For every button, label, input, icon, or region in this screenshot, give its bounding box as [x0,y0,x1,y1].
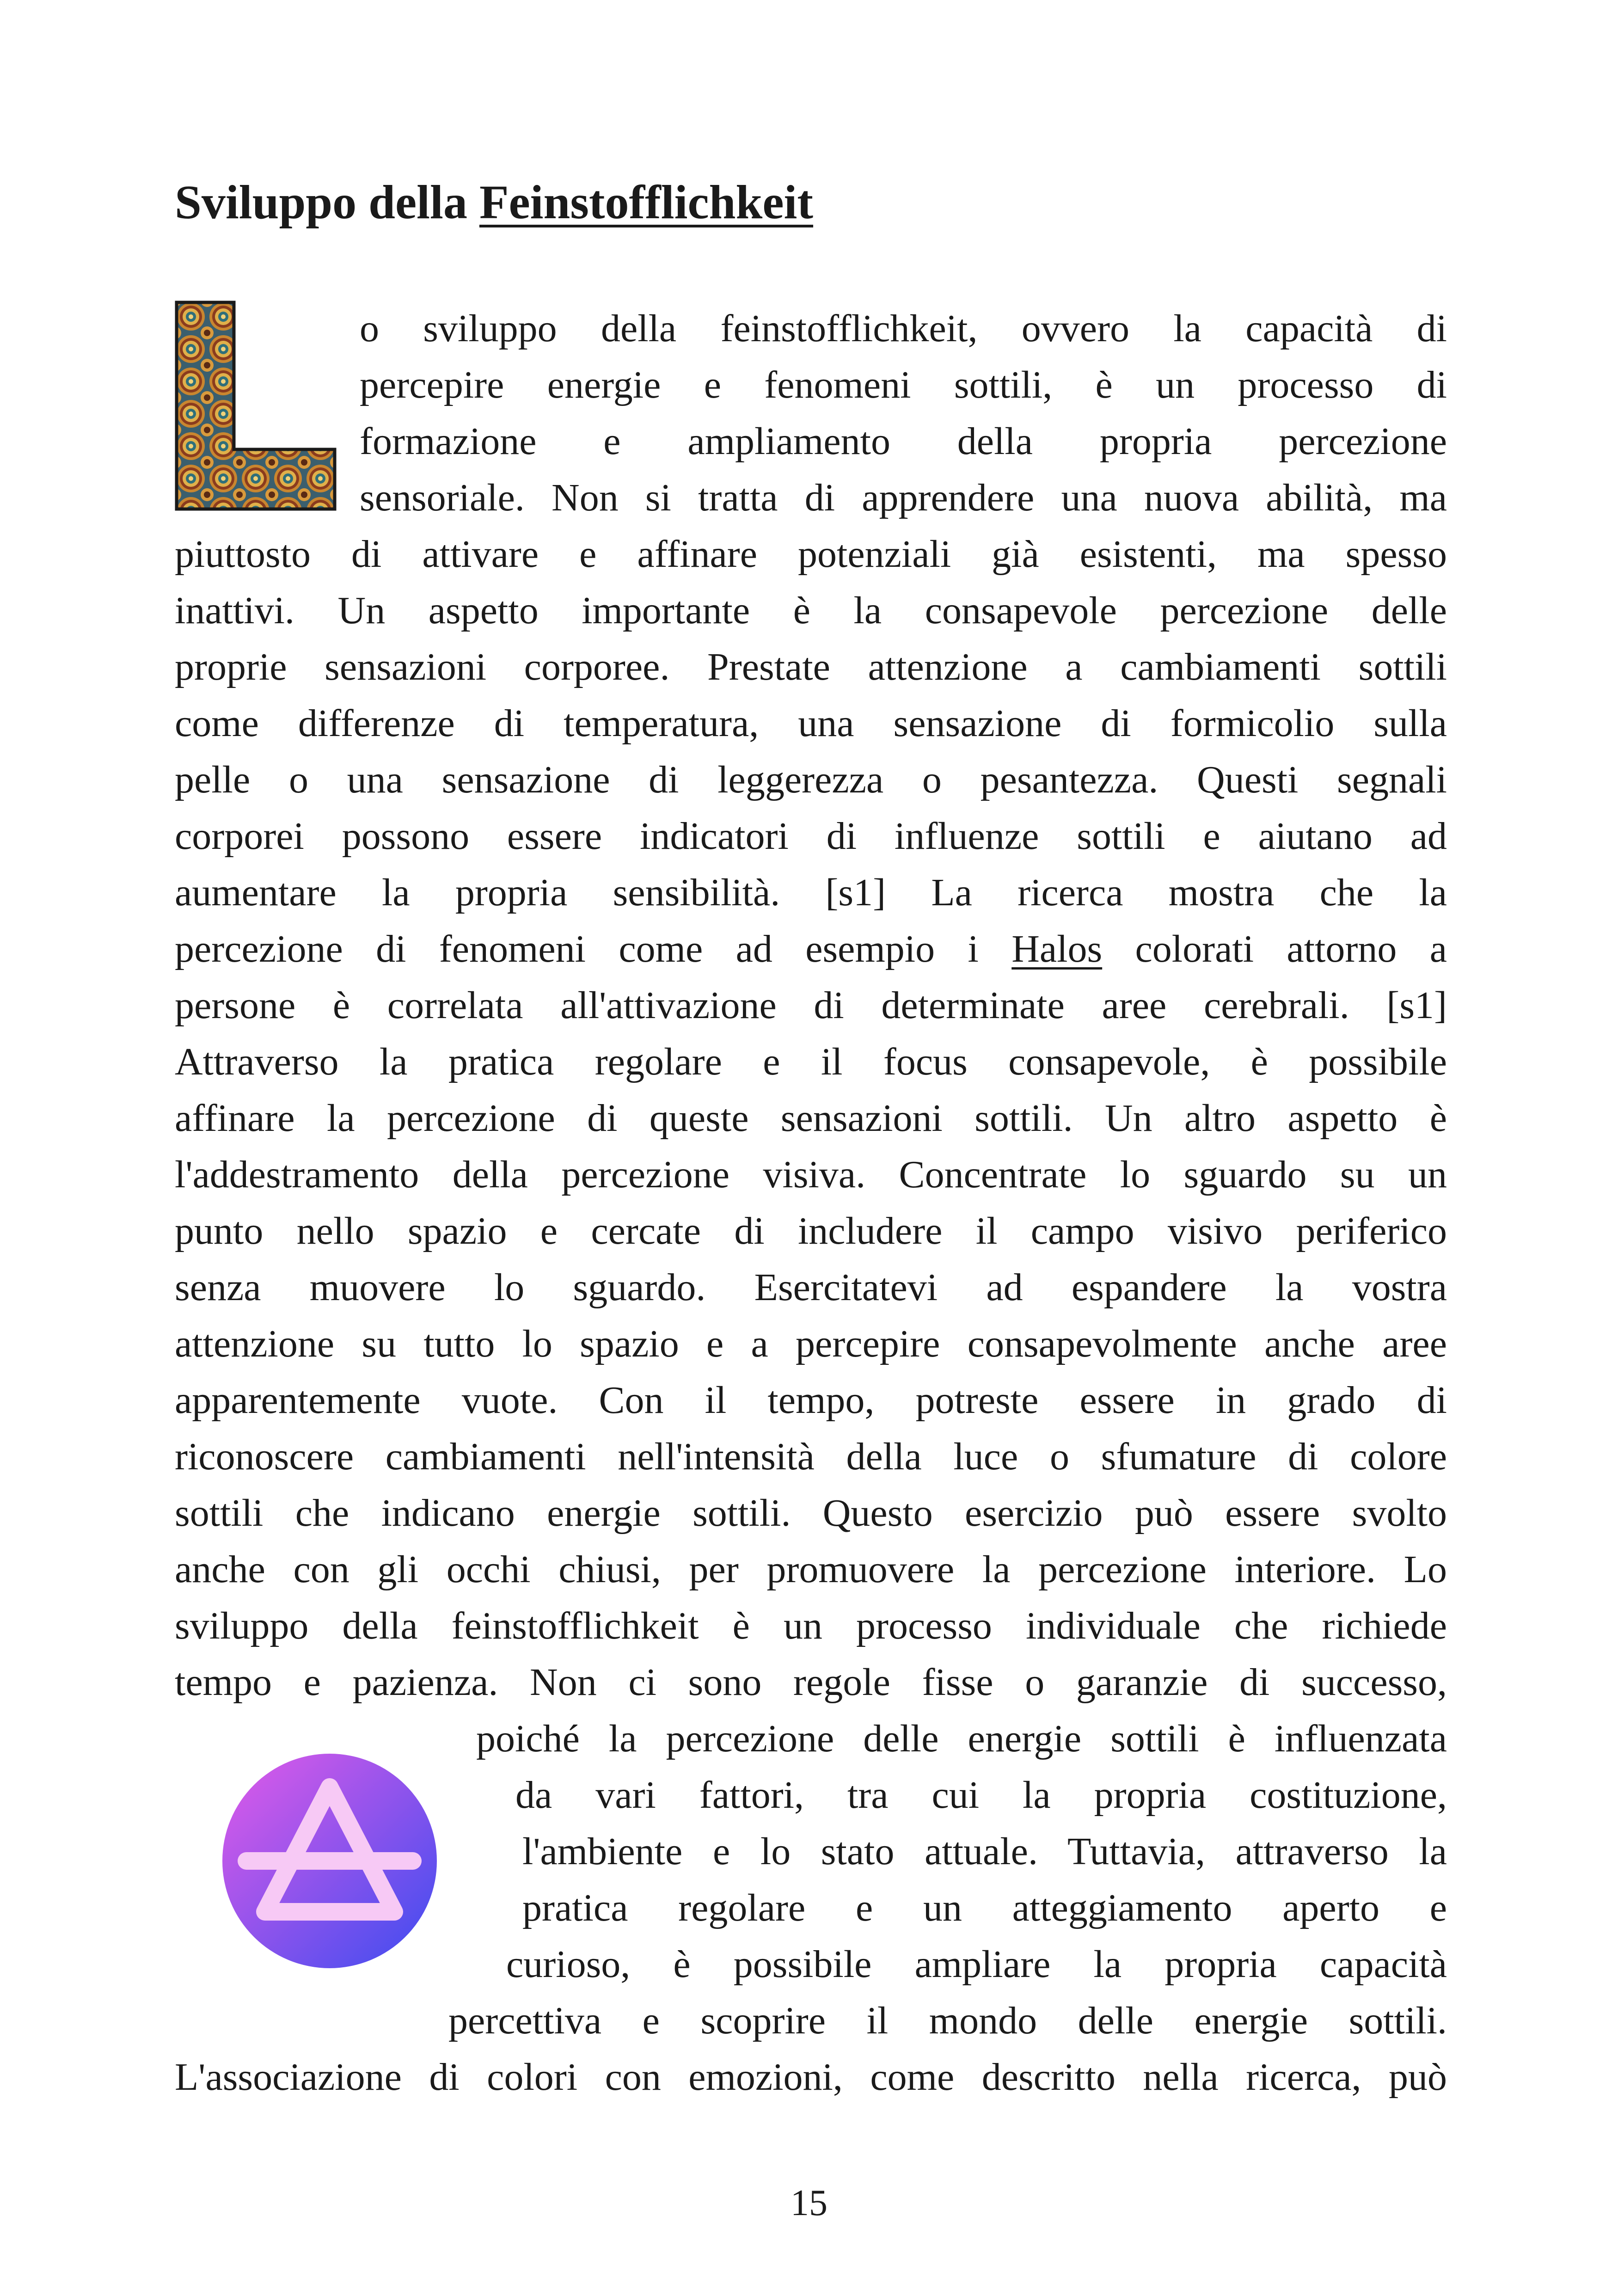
body-line: formazione e ampliamento della propria percezione [360,420,1447,463]
body-line: Attraverso la pratica regolare e il focus consapevole, è possibile [175,1040,1447,1083]
body-line: percettiva e scoprire il mondo delle energie sottili. [448,1999,1447,2042]
body-line: proprie sensazioni corporee. Prestate attenzione a cambiamenti sottili [175,645,1447,688]
body-line: sviluppo della feinstofflichkeit è un processo individuale che richiede [175,1604,1447,1647]
body-line: l'addestramento della percezione visiva. Concentrate lo sguardo su un [175,1153,1447,1196]
body-line: sensoriale. Non si tratta di apprendere una nuova abilità, ma [360,476,1447,519]
body-line: apparentemente vuote. Con il tempo, potreste essere in grado di [175,1379,1447,1422]
body-line: poiché la percezione delle energie sottili è influenzata [476,1717,1447,1760]
title-link-feinstofflichkeit[interactable]: Feinstofflichkeit [479,176,814,229]
body-line: L'associazione di colori con emozioni, come descritto nella ricerca, può [175,2056,1447,2099]
body-line: piuttosto di attivare e affinare potenziali già esistenti, ma spesso [175,533,1447,576]
body-line-with-link [175,921,1447,977]
body-line: come differenze di temperatura, una sensazione di formicolio sulla [175,702,1447,745]
body-line: persone è correlata all'attivazione di determinate aree cerebrali. [s1] [175,984,1447,1027]
body-line: l'ambiente e lo stato attuale. Tuttavia, attraverso la [522,1830,1447,1873]
body-line-part: colorati attorno a [1102,927,1447,970]
body-line: da vari fattori, tra cui la propria costituzione, [515,1774,1447,1817]
body-line: attenzione su tutto lo spazio e a percepire consapevolmente anche aree [175,1322,1447,1365]
halos-link[interactable]: Halos [1011,927,1103,970]
title-prefix: Sviluppo della [175,176,479,229]
body-line: aumentare la propria sensibilità. [s1] La ricerca mostra che la [175,871,1447,914]
body-line: percepire energie e fenomeni sottili, è un processo di [360,363,1447,406]
body-line: o sviluppo della feinstofflichkeit, ovvero la capacità di [360,307,1447,350]
body-line: inattivi. Un aspetto importante è la consapevole percezione delle [175,589,1447,632]
body-line: pratica regolare e un atteggiamento aperto e [522,1886,1447,1929]
body-line: sottili che indicano energie sottili. Questo esercizio può essere svolto [175,1492,1447,1535]
body-line: riconoscere cambiamenti nell'intensità della luce o sfumature di colore [175,1435,1447,1478]
body-line-part: percezione di fenomeni come ad esempio i [175,927,1012,970]
body-line: curioso, è possibile ampliare la propria capacità [506,1943,1447,1986]
body-line: affinare la percezione di queste sensazioni sottili. Un altro aspetto è [175,1097,1447,1140]
body-line: corporei possono essere indicatori di influenze sottili e aiutano ad [175,815,1447,858]
body-line: punto nello spazio e cercate di includere il campo visivo periferico [175,1209,1447,1252]
body-line: tempo e pazienza. Non ci sono regole fisse o garanzie di successo, [175,1661,1447,1704]
body-line: senza muovere lo sguardo. Esercitatevi ad espandere la vostra [175,1266,1447,1309]
body-line: anche con gli occhi chiusi, per promuovere la percezione interiore. Lo [175,1548,1447,1591]
page-number: 15 [791,2183,827,2223]
body-line: pelle o una sensazione di leggerezza o pesantezza. Questi segnali [175,758,1447,801]
